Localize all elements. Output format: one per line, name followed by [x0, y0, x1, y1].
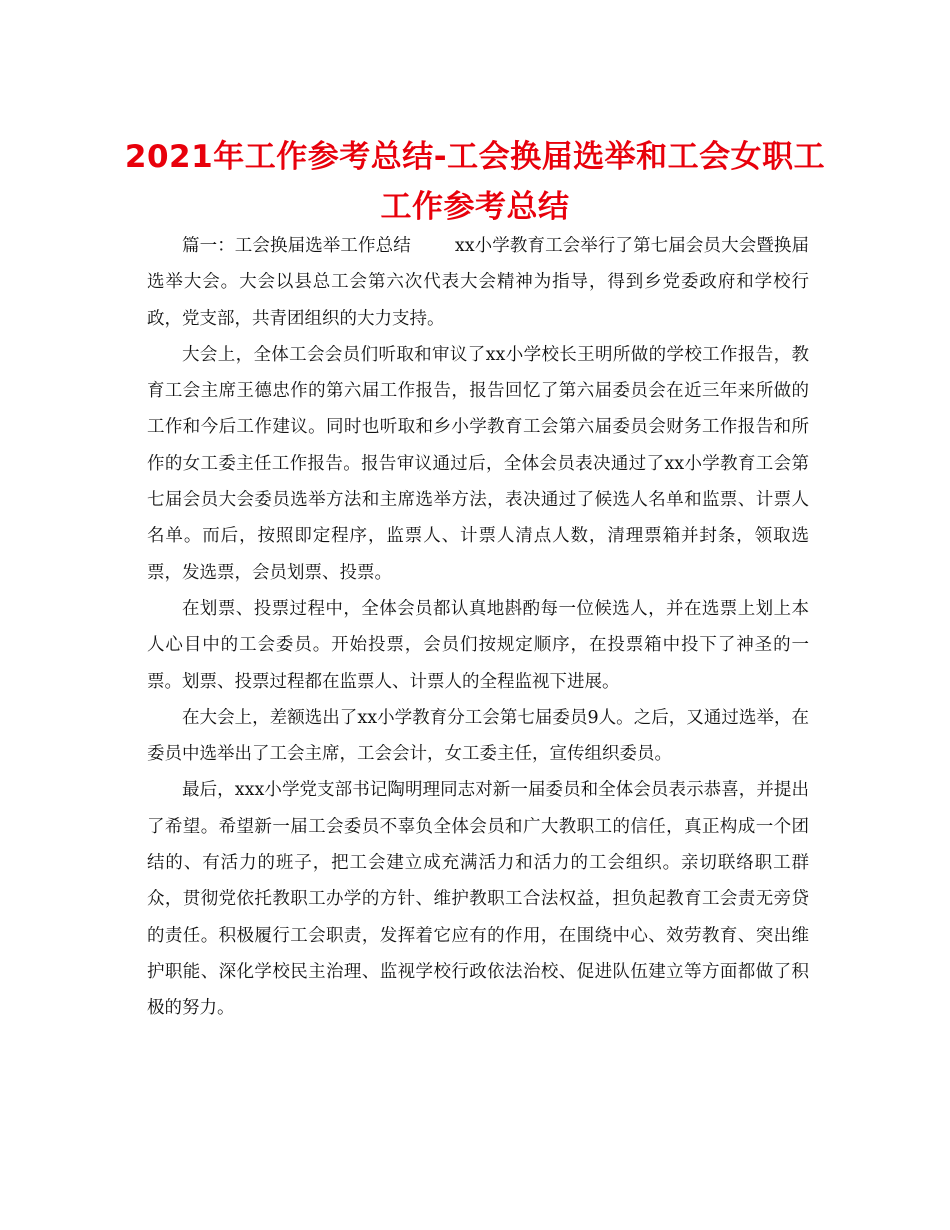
document-title: 2021年工作参考总结-工会换届选举和工会女职工工作参考总结	[124, 139, 826, 225]
paragraph-2: 大会上，全体工会会员们听取和审议了xx小学校长王明所做的学校工作报告，教育工会主席王德忠作的第六届工作报告，报告回忆了第六届委员会在近三年来所做的工作和今后工作建议。同时也听取和乡小学教育工会第六届委员会财务工作报告和所作的女工委主任工作报告。报告审议通过后，全体会员表决通过了xx小学教育工会第七届会员大会委员选举方法和主席选举方法，表决通过了候选人名单和监票、计票人名单。而后，按照即定程序，监票人、计票人清点人数，清理票箱并封条，领取选票，发选票，会员划票、投票。	[147, 344, 809, 583]
paragraph-3: 在划票、投票过程中，全体会员都认真地斟酌每一位候选人，并在选票上划上本人心目中的工会委员。开始投票，会员们按规定顺序，在投票箱中投下了神圣的一票。划票、投票过程都在监票人、计票人的全程监视下进展。	[147, 598, 809, 692]
paragraph-1-text: xx小学教育工会举行了第七届会员大会暨换届选举大会。大会以县总工会第六次代表大会精神为指导，得到乡党委政府和学校行政，党支部，共青团组织的大力支持。	[147, 236, 809, 329]
section-heading: 篇一：工会换届选举工作总结	[182, 236, 411, 256]
paragraph-1	[147, 228, 809, 337]
paragraph-5: 最后，xxx小学党支部书记陶明理同志对新一届委员和全体会员表示恭喜，并提出了希望。希望新一届工会委员不辜负全体会员和广大教职工的信任，真正构成一个团结的、有活力的班子，把工会建立成充满活力和活力的工会组织。亲切联络职工群众，贯彻党依托教职工办学的方针、维护教职工合法权益，担负起教育工会责无旁贷的责任。积极履行工会职责，发挥着它应有的作用，在围绕中心、效劳教育、突出维护职能、深化学校民主治理、监视学校行政依法治校、促进队伍建立等方面都做了积极的努力。	[147, 780, 809, 1019]
paragraph-4: 在大会上，差额选出了xx小学教育分工会第七届委员9人。之后，又通过选举，在委员中选举出了工会主席，工会会计，女工委主任，宣传组织委员。	[147, 707, 809, 765]
document-body	[147, 228, 809, 1027]
